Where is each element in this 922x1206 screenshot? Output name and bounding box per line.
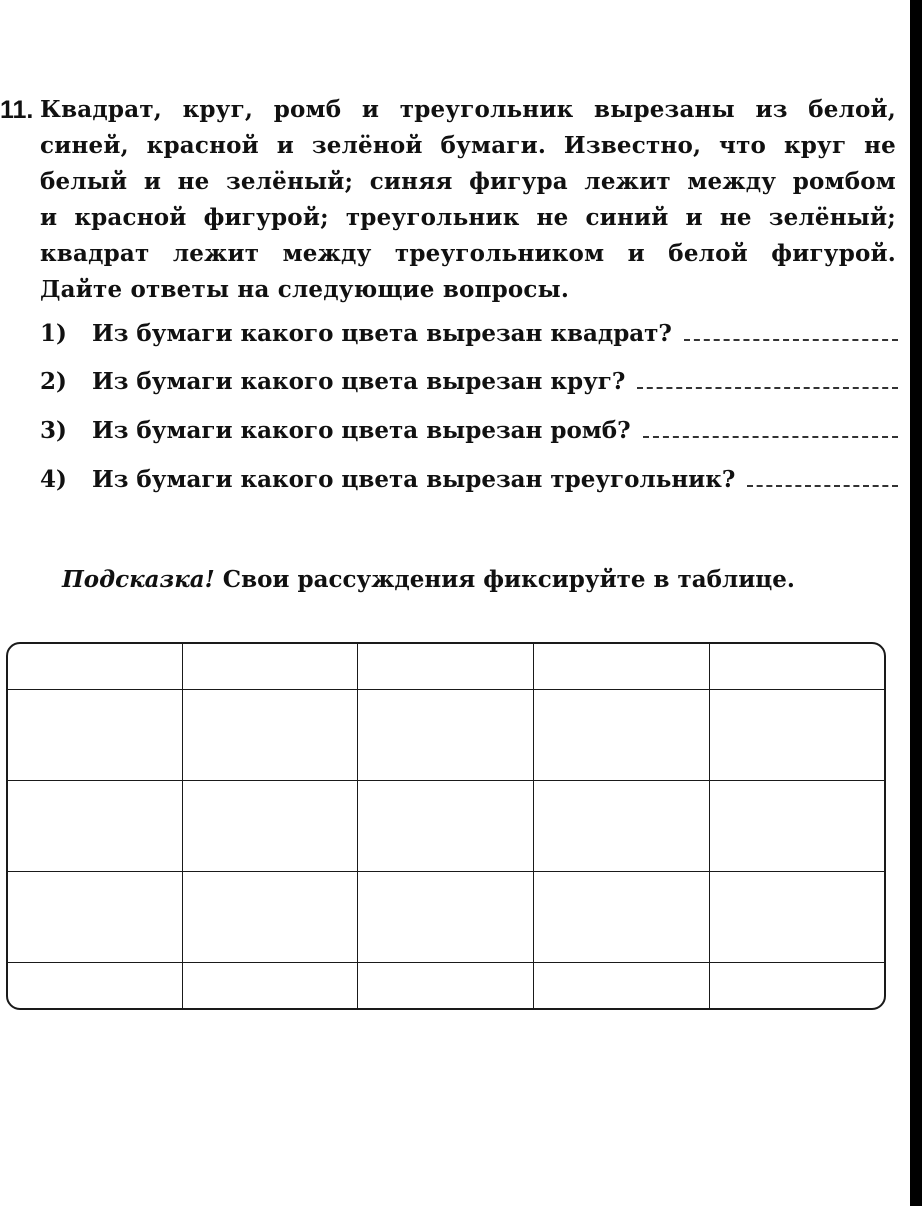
question-1 — [40, 320, 898, 347]
table-cell[interactable] — [709, 963, 884, 1009]
hint-label: Подсказка! — [62, 566, 215, 593]
table-cell[interactable] — [8, 872, 182, 963]
table-cell[interactable] — [533, 872, 709, 963]
hint-text: Свои рассуждения фиксируйте в таблице. — [222, 566, 795, 593]
table-cell[interactable] — [8, 690, 182, 781]
problem-line-4: и красной фигурой; треугольник не синий и не зелёный; — [40, 204, 896, 231]
table-row — [8, 781, 884, 872]
question-number: 4) — [40, 466, 67, 493]
question-text: Из бумаги какого цвета вырезан круг? — [92, 368, 626, 395]
question-number: 1) — [40, 320, 67, 347]
table-cell[interactable] — [357, 644, 533, 690]
table-row — [8, 690, 884, 781]
answer-blank[interactable] — [643, 422, 898, 438]
table-cell[interactable] — [8, 781, 182, 872]
table-cell[interactable] — [533, 963, 709, 1009]
question-text: Из бумаги какого цвета вырезан ромб? — [92, 417, 631, 444]
hint — [62, 566, 795, 593]
table-cell[interactable] — [8, 644, 182, 690]
table-cell[interactable] — [8, 963, 182, 1009]
table-cell[interactable] — [709, 872, 884, 963]
table-cell[interactable] — [533, 781, 709, 872]
table-cell[interactable] — [182, 644, 357, 690]
problem-line-5: квадрат лежит между треугольником и белой фигурой. — [40, 240, 896, 267]
table-cell[interactable] — [709, 690, 884, 781]
table-cell[interactable] — [709, 644, 884, 690]
problem-number: 11. — [0, 96, 34, 124]
table-cell[interactable] — [182, 963, 357, 1009]
table-cell[interactable] — [182, 872, 357, 963]
table-cell[interactable] — [533, 644, 709, 690]
table-cell[interactable] — [357, 690, 533, 781]
question-4 — [40, 466, 898, 493]
scan-right-edge — [910, 0, 922, 1206]
table-cell[interactable] — [357, 963, 533, 1009]
reasoning-table — [6, 642, 886, 1010]
answer-blank[interactable] — [747, 471, 898, 487]
table-cell[interactable] — [709, 781, 884, 872]
question-number: 3) — [40, 417, 67, 444]
question-3 — [40, 417, 898, 444]
table-cell[interactable] — [182, 690, 357, 781]
problem-line-1: Квадрат, круг, ромб и треугольник вырезаны из белой, — [40, 96, 896, 123]
problem-line-2: синей, красной и зелёной бумаги. Известно, что круг не — [40, 132, 896, 159]
table-cell[interactable] — [182, 781, 357, 872]
problem-line-3: белый и не зелёный; синяя фигура лежит между ромбом — [40, 168, 896, 195]
problem-line-6: Дайте ответы на следующие вопросы. — [40, 276, 570, 303]
table-cell[interactable] — [357, 781, 533, 872]
table-row — [8, 872, 884, 963]
question-text: Из бумаги какого цвета вырезан квадрат? — [92, 320, 672, 347]
table-cell[interactable] — [533, 690, 709, 781]
answer-blank[interactable] — [637, 373, 898, 389]
table-cell[interactable] — [357, 872, 533, 963]
table-row — [8, 644, 884, 690]
question-text: Из бумаги какого цвета вырезан треугольник? — [92, 466, 736, 493]
question-2 — [40, 368, 898, 395]
answer-blank[interactable] — [684, 325, 898, 341]
table-row — [8, 963, 884, 1009]
question-number: 2) — [40, 368, 67, 395]
